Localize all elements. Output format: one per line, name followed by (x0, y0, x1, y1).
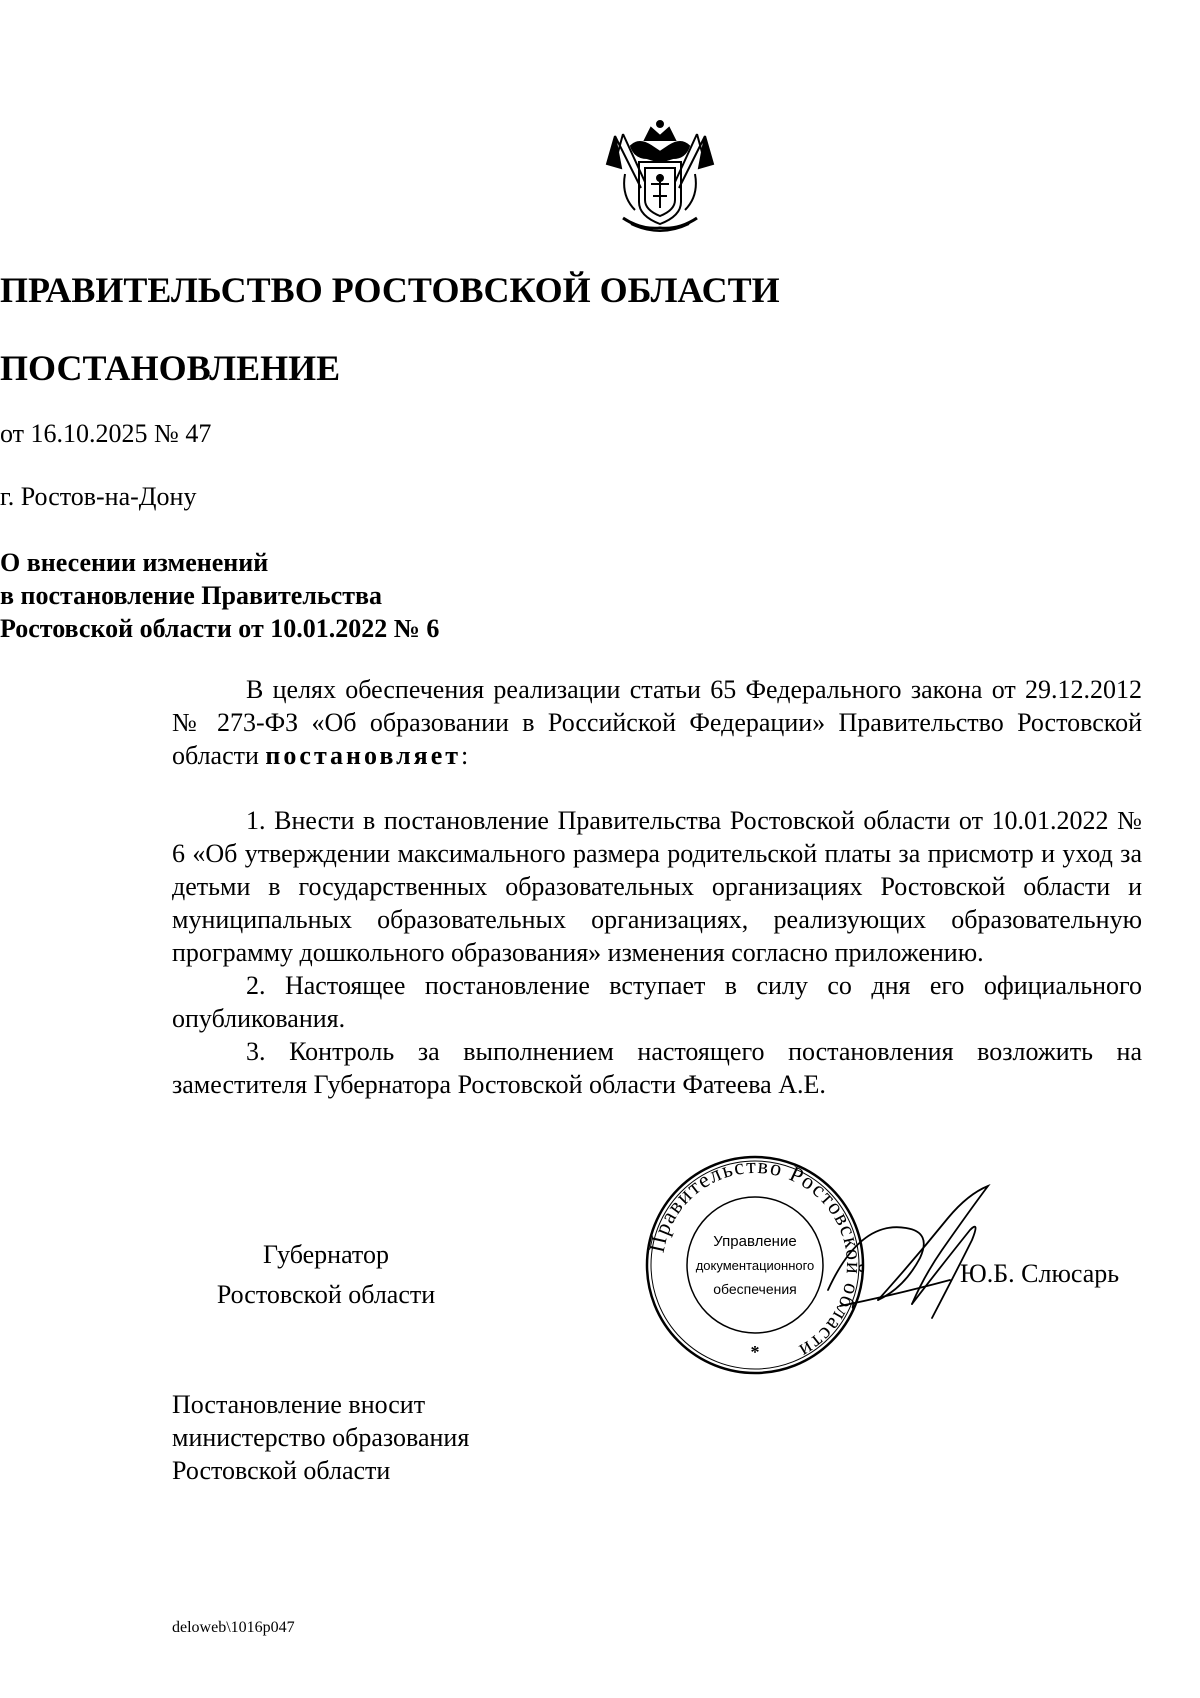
submitted-by-note (172, 1388, 469, 1487)
resolves-keyword: постановляет (265, 741, 462, 770)
government-title: ПРАВИТЕЛЬСТВО РОСТОВСКОЙ ОБЛАСТИ (0, 270, 780, 310)
signatory-name: Ю.Б. Слюсарь (960, 1259, 1120, 1288)
handwritten-signature-icon (820, 1180, 995, 1330)
resolution-item-3: 3. Контроль за выполнением настоящего постановления возложить на заместителя Губернатора Ростовской области Фатеева А.Е. (172, 1037, 1142, 1099)
signatory-title-line: Губернатор (263, 1240, 389, 1269)
seal-inner-line: Управление (713, 1233, 797, 1250)
document-type: ПОСТАНОВЛЕНИЕ (0, 348, 341, 388)
document-subject (0, 546, 1200, 645)
preamble-text: В целях обеспечения реализации статьи 65 Федерального закона от 29.12.2012 № 273-ФЗ «Об образовании в Российской Федерации» Правительство Ростовской области (172, 675, 1142, 770)
resolution-item-1: 1. Внести в постановление Правительства Ростовской области от 10.01.2022 № 6 «Об утверждении максимального размера родительской платы за присмотр и уход за детьми в государственных образовательных организациях Ростовской области и муниципальных образовательных организациях, реализующих образовательную программу дошкольного образования» изменения согласно приложению. (172, 806, 1142, 967)
submitted-by-line: министерство образования (172, 1423, 470, 1452)
resolution-item-2: 2. Настоящее постановление вступает в силу со дня его официального опубликования. (172, 971, 1142, 1033)
preamble-paragraph (172, 673, 1142, 772)
document-date-number: от 16.10.2025 № 47 (0, 419, 212, 448)
coat-of-arms-icon (601, 118, 719, 238)
resolution-items (172, 804, 1142, 1101)
seal-inner-line: документационного (695, 1258, 815, 1273)
subject-line: О внесении изменений (0, 548, 269, 577)
document-file-code: deloweb\1016p047 (172, 1619, 295, 1636)
signatory-title (176, 1235, 476, 1315)
document-city: г. Ростов-на-Дону (0, 482, 197, 511)
seal-outer-text: Правительство Ростовской области (643, 1152, 868, 1365)
submitted-by-line: Постановление вносит (172, 1390, 426, 1419)
preamble (172, 673, 1142, 772)
preamble-tail: : (461, 741, 469, 770)
subject-line: в постановление Правительства (0, 581, 383, 610)
svg-text:*: * (750, 1342, 760, 1362)
seal-inner-line: обеспечения (713, 1281, 797, 1297)
submitted-by-line: Ростовской области (172, 1456, 391, 1485)
subject-line: Ростовской области от 10.01.2022 № 6 (0, 614, 440, 643)
signatory-title-line: Ростовской области (216, 1280, 436, 1309)
